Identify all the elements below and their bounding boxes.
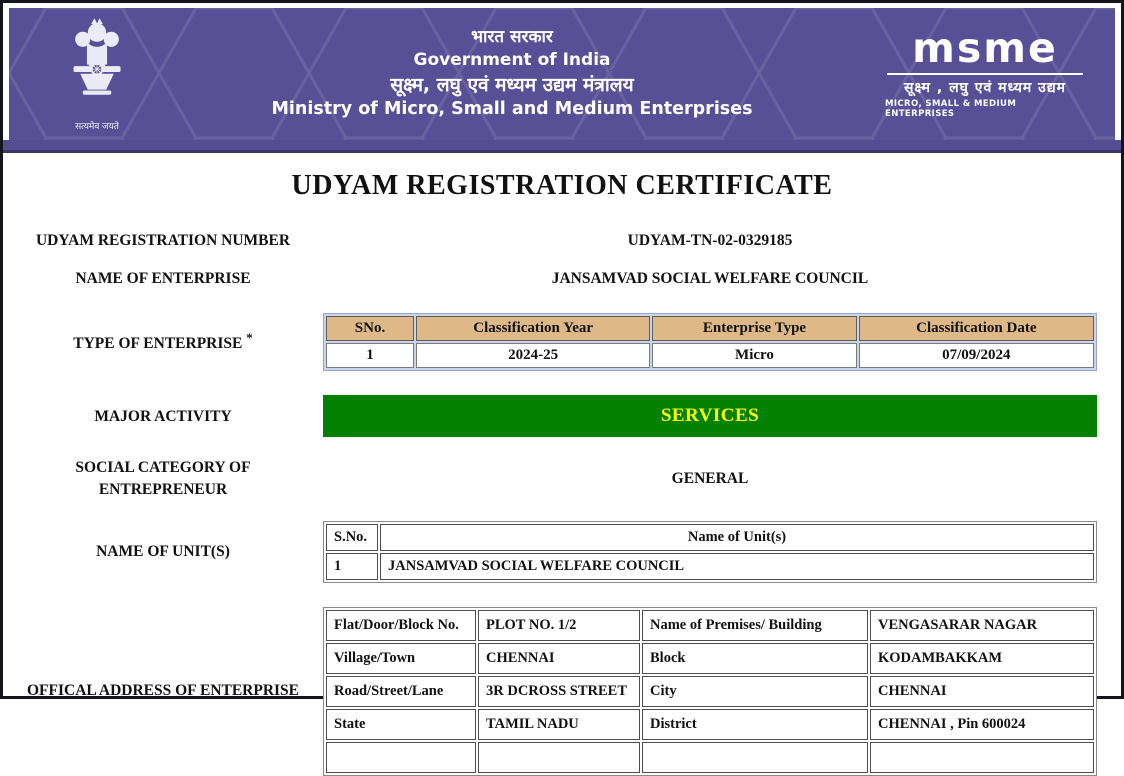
ashoka-lion-emblem-icon — [55, 17, 139, 117]
address-table-row: Flat/Door/Block No. PLOT NO. 1/2 Name of Premises/ Building VENGASARAR NAGAR — [326, 610, 1094, 641]
classification-cell-sno: 1 — [326, 343, 414, 368]
msme-tagline-english: MICRO, SMALL & MEDIUM ENTERPRISES — [885, 98, 1017, 119]
ministry-hindi: सूक्ष्म, लघु एवं मध्यम उद्यम मंत्रालय — [390, 73, 634, 96]
social-category-row — [3, 457, 1097, 500]
units-cell-sno: 1 — [326, 553, 378, 580]
social-category-label: SOCIAL CATEGORY OF ENTREPRENEUR — [75, 459, 251, 499]
header-banner — [9, 8, 1115, 140]
registration-number-row — [3, 230, 1097, 252]
units-table-header-row — [326, 524, 1094, 551]
major-activity-value: SERVICES — [660, 405, 760, 427]
registration-number-label: UDYAM REGISTRATION NUMBER — [35, 232, 291, 249]
classification-header-sno: SNo. — [326, 316, 414, 341]
major-activity-row — [3, 395, 1097, 437]
units-header-name: Name of Unit(s) — [380, 524, 1094, 551]
units-label: NAME OF UNIT(S) — [96, 542, 230, 560]
enterprise-name-value: JANSAMVAD SOCIAL WELFARE COUNCIL — [551, 269, 869, 287]
social-category-value: GENERAL — [671, 470, 749, 488]
major-activity-label: MAJOR ACTIVITY — [94, 407, 232, 425]
enterprise-name-row — [3, 268, 1097, 290]
classification-cell-year: 2024-25 — [416, 343, 650, 368]
units-header-sno: S.No. — [326, 524, 378, 551]
certificate-title: UDYAM REGISTRATION CERTIFICATE — [291, 170, 833, 201]
header-bottom-strip — [3, 140, 1121, 153]
ministry-english: Ministry of Micro, Small and Medium Enterprises — [271, 99, 753, 120]
units-row — [3, 521, 1097, 583]
india-emblem — [9, 17, 159, 132]
address-table — [323, 607, 1097, 776]
header-titles — [159, 26, 885, 122]
classification-table — [323, 313, 1097, 371]
units-cell-name: JANSAMVAD SOCIAL WELFARE COUNCIL — [380, 553, 1094, 580]
classification-table-header-row — [326, 316, 1094, 341]
units-table — [323, 521, 1097, 583]
enterprise-name-label: NAME OF ENTERPRISE — [75, 269, 251, 287]
address-row — [3, 607, 1097, 776]
classification-header-type: Enterprise Type — [652, 316, 856, 341]
type-of-enterprise-label: TYPE OF ENTERPRISE * — [73, 330, 253, 353]
units-table-data-row — [326, 553, 1094, 580]
address-table-row: State TAMIL NADU District CHENNAI , Pin 600024 — [326, 709, 1094, 740]
footnote-asterisk: * — [246, 330, 253, 346]
msme-logo — [885, 24, 1115, 119]
classification-header-date: Classification Date — [859, 316, 1094, 341]
govt-of-india-english: Government of India — [413, 49, 611, 70]
address-table-row: Village/Town CHENNAI Block KODAMBAKKAM — [326, 643, 1094, 674]
msme-logo-divider — [887, 73, 1083, 75]
address-label: OFFICAL ADDRESS OF ENTERPRISE — [26, 682, 300, 700]
classification-table-data-row — [326, 343, 1094, 368]
emblem-motto: सत्यमेव जयते — [75, 120, 119, 131]
type-of-enterprise-row — [3, 313, 1097, 371]
msme-acronym-icon: msme — [912, 24, 1058, 73]
govt-of-india-hindi: भारत सरकार — [471, 26, 553, 47]
classification-cell-date: 07/09/2024 — [859, 343, 1094, 368]
msme-tagline-hindi: सूक्ष्म , लघु एवं मध्यम उद्यम — [903, 79, 1067, 96]
address-table-row: Road/Street/Lane 3R DCROSS STREET City CHENNAI — [326, 676, 1094, 707]
major-activity-banner — [323, 395, 1097, 437]
address-table-row-partial — [326, 742, 1094, 773]
classification-header-year: Classification Year — [416, 316, 650, 341]
registration-number-value: UDYAM-TN-02-0329185 — [627, 231, 793, 249]
classification-cell-type: Micro — [652, 343, 856, 368]
